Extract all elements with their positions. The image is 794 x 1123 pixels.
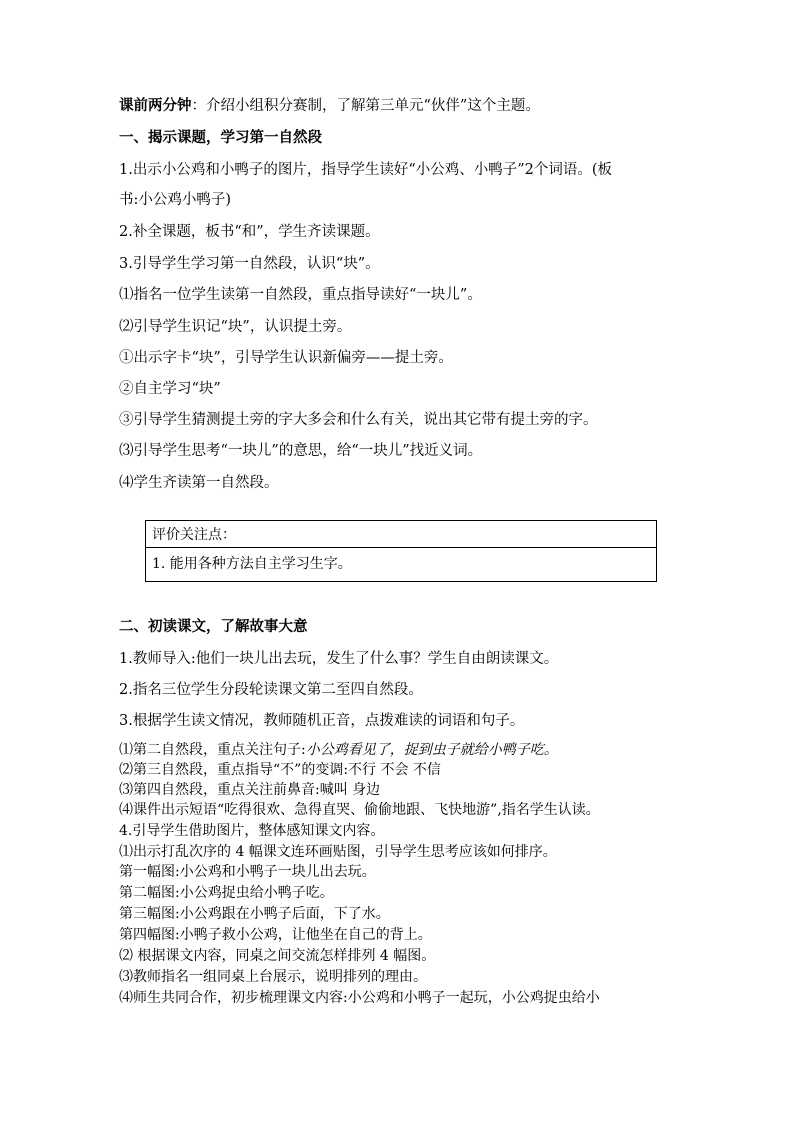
s2-tight-4: ⑴出示打乱次序的 4 幅课文连环画贴图，引导学生思考应该如何排序。 xyxy=(119,844,557,860)
intro-label: 课前两分钟 xyxy=(119,97,192,114)
s1-line-7: ②自主学习“块” xyxy=(119,381,221,397)
s2-tight-0: ⑵第三自然段，重点指导“不”的变调:不行 不会 不信 xyxy=(119,762,441,778)
evaluation-box-title: 评价关注点： xyxy=(152,527,236,543)
s2-tight-3: 4.引导学生借助图片，整体感知课文内容。 xyxy=(119,823,385,839)
s1-line-4: ⑴指名一位学生读第一自然段，重点指导读好“一块儿”。 xyxy=(119,287,482,303)
s2-tight-9: ⑵ 根据课文内容，同桌之间交流怎样排列 4 幅图。 xyxy=(119,948,436,964)
s2-tight-7: 第三幅图:小公鸡跟在小鸭子后面，下了水。 xyxy=(119,906,390,922)
s2-tight-11: ⑷师生共同合作，初步梳理课文内容:小公鸡和小鸭子一起玩，小公鸡捉虫给小 xyxy=(119,990,600,1006)
evaluation-box-divider xyxy=(146,547,656,548)
s2-line-2: 3.根据学生读文情况，教师随机正音，点拨难读的词语和句子。 xyxy=(119,713,525,729)
s1-line-1: 书:小公鸡小鸭子) xyxy=(119,192,232,208)
s1-line-5: ⑵引导学生识记“块”，认识提土旁。 xyxy=(119,319,352,335)
s1-line-6: ①出示字卡“块”，引导学生认识新偏旁——提土旁。 xyxy=(119,350,453,366)
s2-line-0: 1.教师导入:他们一块儿出去玩，发生了什么事？学生自由朗读课文。 xyxy=(119,651,559,667)
evaluation-box-item: 1. 能用各种方法自主学习生字。 xyxy=(152,556,352,572)
intro-line xyxy=(119,96,540,116)
s2-sentence-line xyxy=(119,741,558,759)
s1-line-2: 2.补全课题，板书“和”，学生齐读课题。 xyxy=(119,224,380,240)
s2-tight-10: ⑶教师指名一组同桌上台展示，说明排列的理由。 xyxy=(119,969,427,985)
s2-sentence-quote: 小公鸡看见了，捉到虫子就给小鸭子吃。 xyxy=(305,742,558,758)
section1-heading: 一、揭示课题，学习第一自然段 xyxy=(119,129,322,146)
s2-tight-5: 第一幅图:小公鸡和小鸭子一块儿出去玩。 xyxy=(119,864,376,880)
s2-line-1: 2.指名三位学生分段轮读课文第二至四自然段。 xyxy=(119,682,423,698)
s1-line-8: ③引导学生猜测提土旁的字大多会和什么有关，说出其它带有提土旁的字。 xyxy=(119,412,598,428)
s2-tight-1: ⑶第四自然段，重点关注前鼻音:喊叫 身边 xyxy=(119,782,381,798)
s2-tight-8: 第四幅图:小鸭子救小公鸡，让他坐在自己的背上。 xyxy=(119,927,432,943)
s1-line-0: 1.出示小公鸡和小鸭子的图片，指导学生读好“小公鸡、小鸭子”2个词语。(板 xyxy=(119,162,613,178)
s1-line-10: ⑷学生齐读第一自然段。 xyxy=(119,475,279,491)
s2-tight-2: ⑷课件出示短语“吃得很欢、急得直哭、偷偷地跟、飞快地游”,指名学生认读。 xyxy=(119,802,600,818)
section2-heading: 二、初读课文，了解故事大意 xyxy=(119,618,308,635)
s1-line-9: ⑶引导学生思考“一块儿”的意思，给“一块儿”找近义词。 xyxy=(119,443,483,459)
s1-line-3: 3.引导学生学习第一自然段，认识“块”。 xyxy=(119,256,380,272)
s2-sentence-prefix: ⑴第二自然段，重点关注句子: xyxy=(119,742,306,758)
s2-tight-6: 第二幅图:小公鸡捉虫给小鸭子吃。 xyxy=(119,885,334,901)
intro-text: ：介绍小组积分赛制，了解第三单元“伙伴”这个主题。 xyxy=(191,98,540,114)
evaluation-box xyxy=(145,520,657,582)
